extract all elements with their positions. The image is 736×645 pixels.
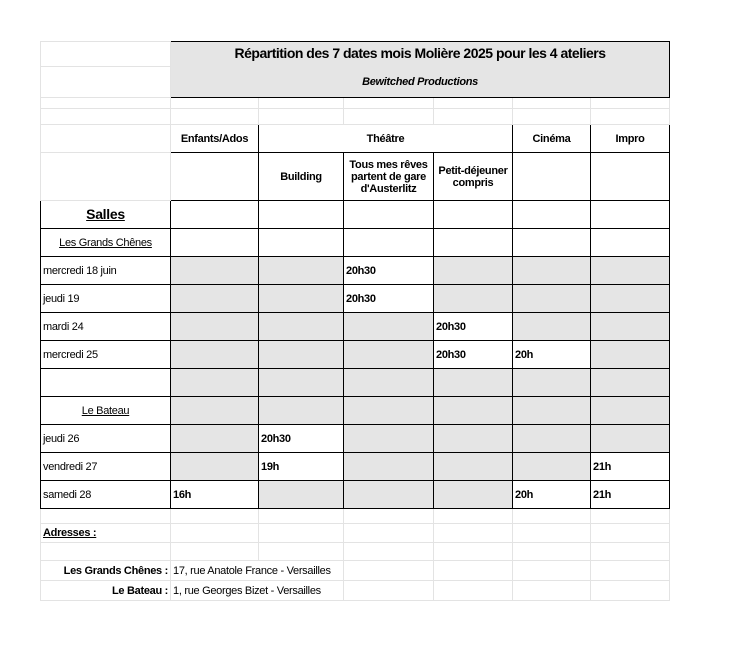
cell-empty[interactable]	[434, 229, 513, 257]
cell-empty[interactable]	[513, 397, 591, 425]
cell-empty[interactable]	[259, 98, 344, 109]
col-header-building[interactable]: Building	[259, 153, 344, 201]
address-name-grands-chenes[interactable]: Les Grands Chênes :	[41, 561, 171, 581]
col-header-tous-mes-reves[interactable]: Tous mes rêves partent de gare d'Austerlitz	[344, 153, 434, 201]
cell-empty[interactable]	[434, 509, 513, 524]
cell-empty[interactable]	[591, 561, 670, 581]
cell-empty[interactable]	[41, 153, 171, 201]
slot-enfants[interactable]: 16h	[171, 481, 259, 509]
cell-empty[interactable]	[344, 581, 434, 601]
cell-empty[interactable]	[591, 369, 670, 397]
cell-empty[interactable]	[434, 201, 513, 229]
cell-empty[interactable]	[259, 543, 344, 561]
cell-empty[interactable]	[434, 581, 513, 601]
slot-tous-mes-reves[interactable]	[344, 313, 434, 341]
cell-empty[interactable]	[591, 524, 670, 543]
slot-enfants[interactable]	[171, 313, 259, 341]
cell-empty[interactable]	[344, 561, 434, 581]
date-cell[interactable]: samedi 28	[41, 481, 171, 509]
cell-empty[interactable]	[259, 109, 344, 125]
cell-empty[interactable]	[171, 369, 259, 397]
cell-empty[interactable]	[259, 229, 344, 257]
slot-cinema[interactable]	[513, 257, 591, 285]
cell-empty[interactable]	[513, 581, 591, 601]
cell-empty[interactable]	[513, 524, 591, 543]
salles-label: Salles	[86, 205, 125, 222]
slot-tous-mes-reves[interactable]	[344, 481, 434, 509]
cell-empty[interactable]	[171, 109, 259, 125]
slot-building[interactable]	[259, 481, 344, 509]
slot-tous-mes-reves[interactable]	[344, 425, 434, 453]
slot-petit-dejeuner[interactable]	[434, 285, 513, 313]
slot-enfants[interactable]	[171, 453, 259, 481]
date-cell[interactable]: mardi 24	[41, 313, 171, 341]
cell-empty[interactable]	[41, 109, 171, 125]
cell-empty[interactable]	[344, 369, 434, 397]
cell-empty[interactable]	[513, 229, 591, 257]
cell-empty[interactable]	[259, 201, 344, 229]
cell-empty[interactable]	[434, 369, 513, 397]
slot-petit-dejeuner[interactable]	[434, 425, 513, 453]
slot-impro[interactable]	[591, 285, 670, 313]
cell-empty[interactable]	[344, 229, 434, 257]
cell-empty[interactable]	[171, 229, 259, 257]
cell-empty[interactable]	[41, 42, 171, 67]
cell-empty[interactable]	[259, 369, 344, 397]
slot-tous-mes-reves[interactable]: 20h30	[344, 285, 434, 313]
cell-empty[interactable]	[171, 397, 259, 425]
cell-empty[interactable]	[513, 153, 591, 201]
date-cell[interactable]: jeudi 19	[41, 285, 171, 313]
table-row	[41, 257, 670, 285]
slot-petit-dejeuner[interactable]	[434, 453, 513, 481]
cell-empty[interactable]	[513, 109, 591, 125]
col-header-cinema[interactable]: Cinéma	[513, 125, 591, 153]
date-cell[interactable]: mercredi 25	[41, 341, 171, 369]
slot-enfants[interactable]	[171, 425, 259, 453]
cell-empty[interactable]	[434, 397, 513, 425]
addresses-heading: Adresses :	[43, 527, 97, 539]
cell-empty[interactable]	[434, 543, 513, 561]
slot-tous-mes-reves[interactable]: 20h30	[344, 257, 434, 285]
cell-empty[interactable]	[591, 229, 670, 257]
venue-grands-chenes-cell[interactable]	[41, 229, 171, 257]
col-header-impro[interactable]: Impro	[591, 125, 670, 153]
cell-empty[interactable]	[591, 581, 670, 601]
cell-empty[interactable]	[344, 543, 434, 561]
cell-empty[interactable]	[344, 98, 434, 109]
cell-empty[interactable]	[513, 98, 591, 109]
sheet-subtitle: Bewitched Productions	[362, 75, 478, 88]
slot-petit-dejeuner[interactable]: 20h30	[434, 313, 513, 341]
cell-empty[interactable]	[41, 98, 171, 109]
salles-cell[interactable]	[41, 201, 171, 229]
table-row	[41, 481, 670, 509]
table-row	[41, 313, 670, 341]
slot-cinema[interactable]	[513, 425, 591, 453]
cell-empty[interactable]	[344, 524, 434, 543]
cell-empty[interactable]	[513, 509, 591, 524]
sheet-title: Répartition des 7 dates mois Molière 2025 pour les 4 ateliers	[234, 45, 606, 62]
cell-empty[interactable]	[513, 369, 591, 397]
col-header-theatre[interactable]: Théâtre	[259, 125, 513, 153]
venue-bateau-label: Le Bateau	[81, 404, 130, 417]
venue-bateau-cell[interactable]	[41, 397, 171, 425]
slot-tous-mes-reves[interactable]	[344, 341, 434, 369]
cell-empty[interactable]	[41, 67, 171, 98]
slot-impro[interactable]	[591, 341, 670, 369]
cell-empty[interactable]	[513, 201, 591, 229]
slot-building[interactable]	[259, 257, 344, 285]
slot-impro[interactable]	[591, 313, 670, 341]
cell-empty[interactable]	[344, 509, 434, 524]
address-value-grands-chenes[interactable]: 17, rue Anatole France - Versailles	[171, 561, 344, 581]
cell-empty[interactable]	[513, 561, 591, 581]
cell-empty[interactable]	[591, 98, 670, 109]
cell-empty[interactable]	[344, 397, 434, 425]
slot-enfants[interactable]	[171, 257, 259, 285]
slot-cinema[interactable]: 20h	[513, 341, 591, 369]
cell-empty[interactable]	[171, 543, 259, 561]
slot-tous-mes-reves[interactable]	[344, 453, 434, 481]
cell-empty[interactable]	[344, 109, 434, 125]
slot-building[interactable]	[259, 341, 344, 369]
venue-grands-chenes-label: Les Grands Chênes	[59, 236, 152, 249]
table-row	[41, 285, 670, 313]
cell-empty[interactable]	[171, 98, 259, 109]
cell-empty[interactable]	[259, 509, 344, 524]
slot-building[interactable]: 20h30	[259, 425, 344, 453]
slot-enfants[interactable]	[171, 285, 259, 313]
cell-empty[interactable]	[591, 153, 670, 201]
slot-cinema[interactable]	[513, 313, 591, 341]
cell-empty[interactable]	[434, 98, 513, 109]
cell-empty[interactable]	[41, 369, 171, 397]
date-cell[interactable]: mercredi 18 juin	[41, 257, 171, 285]
slot-impro[interactable]	[591, 425, 670, 453]
cell-empty[interactable]	[591, 397, 670, 425]
slot-petit-dejeuner[interactable]	[434, 257, 513, 285]
slot-impro[interactable]: 21h	[591, 481, 670, 509]
cell-empty[interactable]	[591, 201, 670, 229]
table-row	[41, 453, 670, 481]
cell-empty[interactable]	[434, 524, 513, 543]
address-value-bateau[interactable]: 1, rue Georges Bizet - Versailles	[171, 581, 344, 601]
table-row	[41, 341, 670, 369]
cell-empty[interactable]	[513, 543, 591, 561]
title-cell[interactable]	[171, 42, 670, 67]
table-row	[41, 425, 670, 453]
date-cell[interactable]: jeudi 26	[41, 425, 171, 453]
cell-empty[interactable]	[171, 509, 259, 524]
cell-empty[interactable]	[591, 109, 670, 125]
cell-empty[interactable]	[434, 109, 513, 125]
cell-empty[interactable]	[41, 543, 171, 561]
slot-impro[interactable]	[591, 257, 670, 285]
cell-empty[interactable]	[259, 524, 344, 543]
cell-empty[interactable]	[434, 561, 513, 581]
cell-empty[interactable]	[171, 153, 259, 201]
slot-building[interactable]	[259, 285, 344, 313]
slot-cinema[interactable]	[513, 453, 591, 481]
slot-petit-dejeuner[interactable]	[434, 481, 513, 509]
cell-empty[interactable]	[591, 509, 670, 524]
col-header-petit-dejeuner[interactable]: Petit-déjeuner compris	[434, 153, 513, 201]
col-header-enfants[interactable]: Enfants/Ados	[171, 125, 259, 153]
slot-petit-dejeuner[interactable]: 20h30	[434, 341, 513, 369]
slot-cinema[interactable]: 20h	[513, 481, 591, 509]
addresses-heading-cell[interactable]	[41, 524, 171, 543]
address-name-bateau[interactable]: Le Bateau :	[41, 581, 171, 601]
slot-building[interactable]	[259, 313, 344, 341]
slot-building[interactable]: 19h	[259, 453, 344, 481]
cell-empty[interactable]	[171, 201, 259, 229]
subtitle-cell[interactable]	[171, 67, 670, 98]
slot-enfants[interactable]	[171, 341, 259, 369]
cell-empty[interactable]	[41, 125, 171, 153]
cell-empty[interactable]	[591, 543, 670, 561]
schedule-sheet	[40, 41, 670, 601]
cell-empty[interactable]	[344, 201, 434, 229]
slot-impro[interactable]: 21h	[591, 453, 670, 481]
cell-empty[interactable]	[259, 397, 344, 425]
cell-empty[interactable]	[171, 524, 259, 543]
cell-empty[interactable]	[41, 509, 171, 524]
date-cell[interactable]: vendredi 27	[41, 453, 171, 481]
slot-cinema[interactable]	[513, 285, 591, 313]
